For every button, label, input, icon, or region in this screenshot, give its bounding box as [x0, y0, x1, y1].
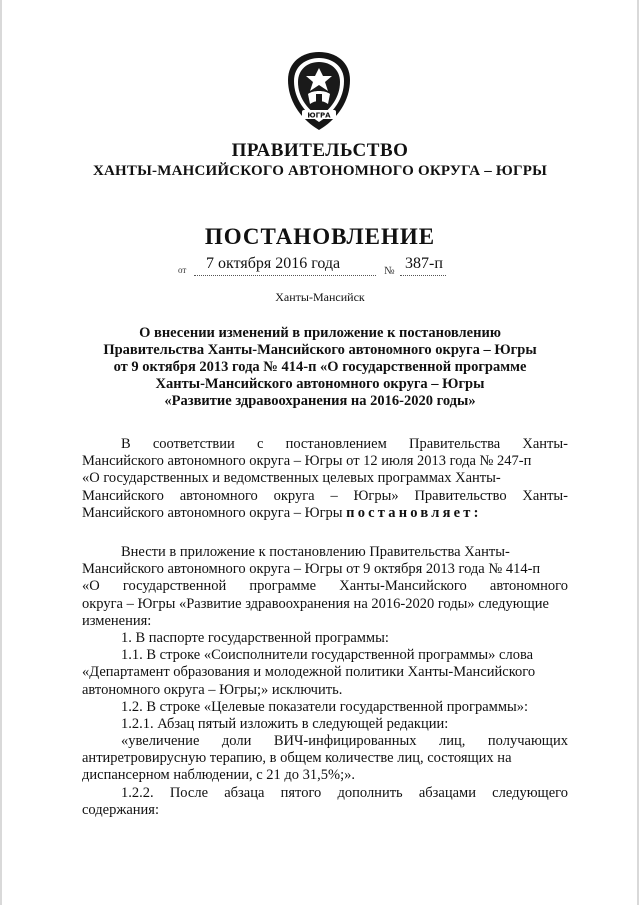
government-region: ХАНТЫ-МАНСИЙСКОГО АВТОНОМНОГО ОКРУГА – ЮГРЫ: [92, 163, 547, 179]
preamble-line-3: «О государственных и ведомственных целевых программах Ханты-: [82, 470, 501, 487]
word: соответствии: [152, 436, 235, 452]
preamble-line-5: [82, 505, 568, 522]
word: государственной: [122, 578, 227, 595]
preamble-paragraph: [82, 436, 568, 522]
preamble-line-4: [82, 488, 568, 505]
item-1-2: 1.2. В строке «Целевые показатели государственной программы»:: [121, 698, 529, 715]
coat-of-arms-emblem: [286, 50, 352, 132]
word: автономного: [179, 487, 258, 504]
word: получающих: [487, 733, 568, 750]
title-line: «Развитие здравоохранения на 2016-2020 годы»: [164, 393, 476, 409]
title-line: от 9 октября 2013 года № 414-п «О государственной программе: [113, 359, 527, 375]
document-title: [60, 325, 580, 410]
word: После: [169, 784, 209, 801]
quote-line-3: диспансерном наблюдении, с 21 до 31,5%;».: [82, 767, 356, 784]
number-label: №: [384, 265, 395, 277]
emblem-label: ЮГРА: [307, 111, 331, 120]
document-date: 7 октября 2016 года: [206, 255, 341, 272]
word: Югры»: [353, 487, 399, 504]
from-label: от: [178, 265, 187, 275]
word: В: [121, 436, 131, 452]
word: 1.2.2.: [121, 784, 154, 801]
word: постановлением: [285, 436, 387, 452]
scan-edge-left: [0, 0, 2, 905]
word: программе: [249, 578, 317, 595]
word: автономного: [489, 578, 568, 595]
word: с: [256, 436, 264, 452]
word: Ханты-Мансийского: [339, 578, 467, 595]
item-1-2-1: 1.2.1. Абзац пятый изложить в следующей редакции:: [121, 715, 449, 732]
item-1-2-2-line-2: содержания:: [82, 801, 160, 818]
preamble-line-1: [82, 436, 568, 453]
word: Правительство: [414, 487, 507, 504]
scan-edge-right: [637, 0, 639, 905]
word: Правительства: [408, 436, 501, 452]
item-1: 1. В паспорте государственной программы:: [121, 629, 389, 646]
word: «О: [82, 578, 100, 595]
government-title: ПРАВИТЕЛЬСТВО: [231, 140, 409, 161]
item-1-1-line-3: автономного округа – Югры;» исключить.: [82, 681, 343, 698]
title-line: Правительства Ханты-Мансийского автономного округа – Югры: [103, 342, 537, 358]
word: пятого: [280, 784, 322, 801]
title-line: Ханты-Мансийского автономного округа – Югры: [155, 376, 485, 392]
city: Ханты-Мансийск: [275, 290, 365, 304]
p1-line-2: Мансийского автономного округа – Югры от 9 октября 2013 года № 414-п: [82, 561, 541, 578]
title-line: О внесении изменений в приложение к постановлению: [139, 325, 501, 341]
word: абзаца: [224, 784, 265, 801]
word: дополнить: [337, 784, 403, 801]
item-1-2-2-line-1: [82, 785, 568, 802]
preamble-line-2: Мансийского автономного округа – Югры от 12 июля 2013 года № 247-п: [82, 453, 532, 470]
document-number: 387-п: [405, 255, 443, 272]
resolves-keyword: постановляет:: [346, 504, 482, 521]
word: следующего: [492, 784, 568, 801]
word: доли: [221, 733, 252, 750]
word: ВИЧ-инфицированных: [273, 733, 417, 750]
item-1-1-line-2: «Департамент образования и молодежной политики Ханты-Мансийского: [82, 664, 536, 681]
date-number-row: [0, 253, 640, 279]
date-underline: [194, 275, 376, 276]
word: «увеличение: [121, 733, 200, 750]
resolution-body: [82, 544, 568, 819]
word: –: [330, 487, 338, 504]
item-1-1-line-1: 1.1. В строке «Соисполнители государственной программы» слова: [121, 647, 534, 664]
word: округа: [273, 487, 315, 504]
word: Ханты-: [522, 436, 568, 452]
p1-line-1: Внести в приложение к постановлению Правительства Ханты-: [121, 544, 510, 560]
word: Ханты-: [522, 487, 568, 504]
number-underline: [400, 275, 446, 276]
word: Мансийского: [82, 487, 164, 504]
document-type: ПОСТАНОВЛЕНИЕ: [204, 224, 436, 249]
p1-line-5: изменения:: [82, 612, 152, 629]
word: абзацами: [418, 784, 476, 801]
word: лиц,: [439, 733, 466, 750]
preamble-text: Мансийского автономного округа – Югры: [82, 504, 343, 521]
p1-line-4: округа – Югры «Развитие здравоохранения на 2016-2020 годы» следующие: [82, 595, 549, 612]
quote-line-2: антиретровирусную терапию, в общем количестве лиц, состоящих на: [82, 750, 512, 767]
quote-line-1: [82, 733, 568, 750]
p1-line-3: [82, 578, 568, 595]
